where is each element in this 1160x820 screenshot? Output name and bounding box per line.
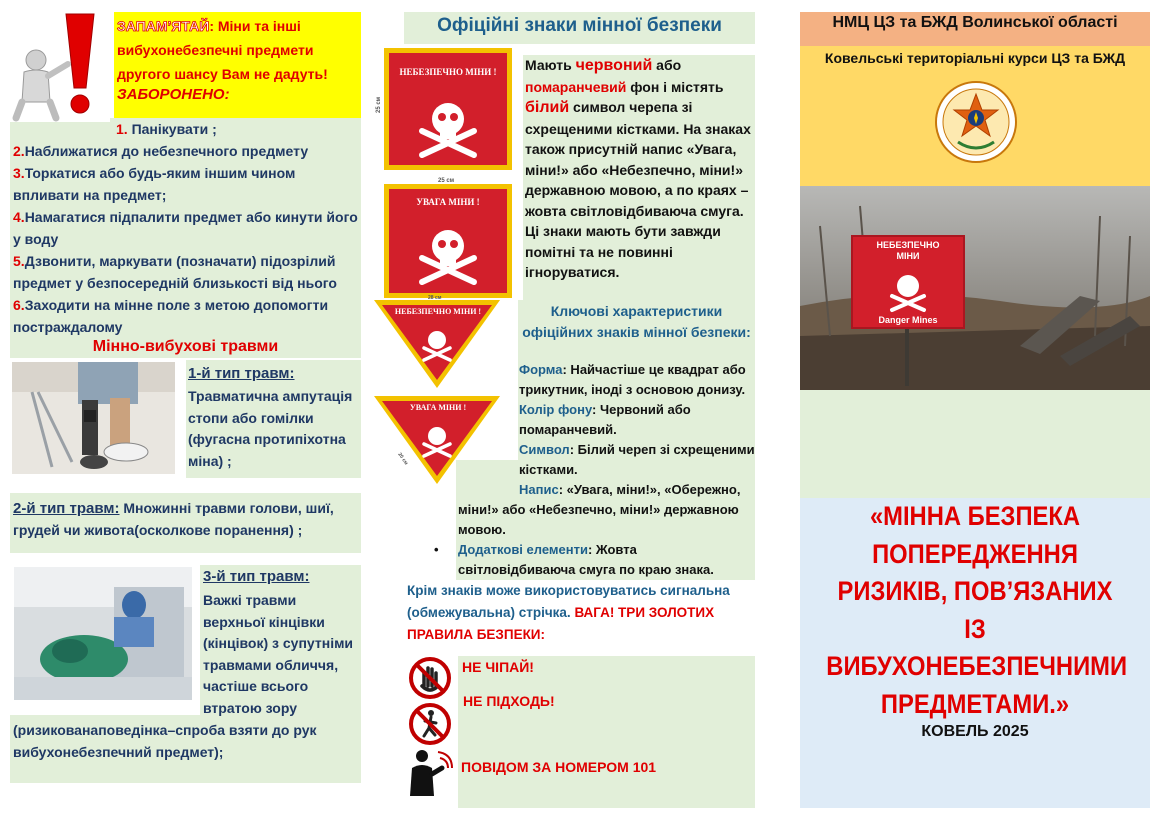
feature-item: Додаткові елементи: Жовта світловідбиваюча смуга по краю знака.	[458, 542, 714, 577]
bullet-icon: •	[434, 542, 439, 557]
rule-item: 5.Дзвонити, маркувати (позначати) підозрілий предмет у безпосередній близькості від нього	[13, 253, 337, 291]
emblem-logo	[934, 80, 1018, 164]
key-features-title: Ключові характеристики офіційних знаків мінної безпеки:	[522, 303, 751, 340]
type3-text: Важкі травми верхньої кінцівки (кінцівок) з супутніми травмами обличчя, частіше всього втратою зору	[203, 592, 354, 716]
type1-text: Травматична ампутація стопи або гомілки (фугасна протипіхотна міна) ;	[188, 388, 353, 469]
rule-item: 6.Заходити на мінне поле з метою допомогти постраждалому	[13, 297, 329, 335]
mine-sign-square-2	[378, 178, 516, 305]
mine-sign-square-1-graphic	[378, 45, 516, 173]
remember-text: ЗАПАМ’ЯТАЙ: Міни та інші вибухонебезпечні предмети другого шансу Вам не дадуть!	[117, 18, 328, 82]
signs-intro: Мають червоний або помаранчевий фон і містять білий символ черепа зі схрещеними кістками. На знаках також присутній напис «Увага, міни!» або «Небезпечно, міни!» державною мовою, а по краях – жовта світловідбиваюча смуга. Ці знаки мають бути завжди помітні та не повинні ігноруватися.	[525, 57, 751, 280]
courses-name: Ковельські територіальні курси ЦЗ та БЖД	[824, 50, 1126, 66]
mine-sign-triangle-1	[372, 296, 504, 397]
forbidden-heading: ЗАБОРОНЕНО:	[117, 86, 230, 103]
rule-item: 3.Торкатися або будь-яким іншим чином впливати на предмет;	[13, 165, 296, 203]
feature-item: Форма: Найчастіше це квадрат або трикутник, іноді з основою донизу.	[519, 362, 746, 397]
sign-text: НЕБЕЗПЕЧНО МІНИ !	[394, 307, 482, 316]
rule-call-101: ПОВІДОМ ЗА НОМЕРОМ 101	[461, 759, 657, 775]
photo-sign-text: НЕБЕЗПЕЧНО МІНИ	[876, 240, 940, 261]
sign-text: НЕБЕЗПЕЧНО МІНИ !	[399, 67, 497, 77]
tape-note: Крім знаків може використовуватись сигнальна (обмежувальна) стрічка. ВАГА! ТРИ ЗОЛОТИХ ПРАВИЛА БЕЗПЕКИ:	[407, 583, 730, 642]
minefield-photo	[800, 186, 1150, 390]
injuries-title: Мінно-вибухові травми	[92, 338, 279, 355]
dim-label: 28 см	[428, 295, 442, 301]
golden-rules-background	[458, 656, 755, 808]
sign-text: УВАГА МІНИ !	[409, 403, 467, 412]
type2-text: 2-й тип травм: Множинні травми голови, шиї, грудей чи живота(осколкове поранення) ;	[13, 500, 334, 538]
phone-call-icon	[408, 748, 452, 798]
mine-sign-square-1	[378, 45, 516, 178]
hand-injury-photo	[14, 567, 192, 700]
dim-label: 20 см	[396, 451, 409, 467]
prosthesis-photo	[12, 362, 175, 474]
features-list	[519, 360, 755, 480]
type3-title: 3-й тип травм:	[203, 568, 310, 585]
no-touch-icon	[408, 656, 452, 700]
type3-tail: (ризикованаповедінка–спроба взяти до рук вибухонебезпечний предмет);	[13, 722, 317, 760]
type1-title: 1-й тип травм:	[188, 365, 295, 382]
rule-no-approach: НЕ ПІДХОДЬ!	[463, 693, 555, 709]
dim-label: 25 см	[438, 178, 455, 184]
spacer-panel	[800, 390, 1150, 498]
sign-text: УВАГА МІНИ !	[416, 197, 480, 207]
feature-item: Напис: «Увага, міни!», «Обережно, міни!» або «Небезпечно, міни!» державною мовою.	[458, 482, 741, 537]
feature-item: Колір фону: Червоний або помаранчевий.	[519, 402, 691, 437]
rule-item: 1. Панікувати ;	[116, 121, 217, 137]
signs-title: Офіційні знаки мінної безпеки	[437, 15, 722, 36]
rule-item: 4.Намагатися підпалити предмет або кинути його у воду	[13, 209, 358, 247]
main-title: «МІННА БЕЗПЕКА ПОПЕРЕДЖЕННЯ РИЗИКІВ, ПОВ’ЯЗАНИХ ІЗ ВИБУХОНЕБЕЗПЕЧНИМИ ПРЕДМЕТАМИ.»	[826, 501, 1128, 719]
feature-item: Символ: Білий череп зі схрещеними кістками.	[519, 442, 755, 477]
photo-sign-caption: Danger Mines	[878, 315, 938, 325]
rule-no-touch: НЕ ЧІПАЙ!	[462, 659, 534, 675]
feature-item-bullet	[434, 540, 754, 580]
rule-item: 2.Наближатися до небезпечного предмету	[13, 143, 309, 159]
city-year: КОВЕЛЬ 2025	[921, 723, 1029, 740]
dim-label: 25 см	[376, 96, 382, 113]
org-name: НМЦ ЦЗ та БЖД Волинської області	[832, 14, 1118, 31]
warning-person-icon	[10, 10, 110, 122]
forbidden-list	[13, 118, 359, 338]
no-approach-icon	[408, 702, 452, 746]
